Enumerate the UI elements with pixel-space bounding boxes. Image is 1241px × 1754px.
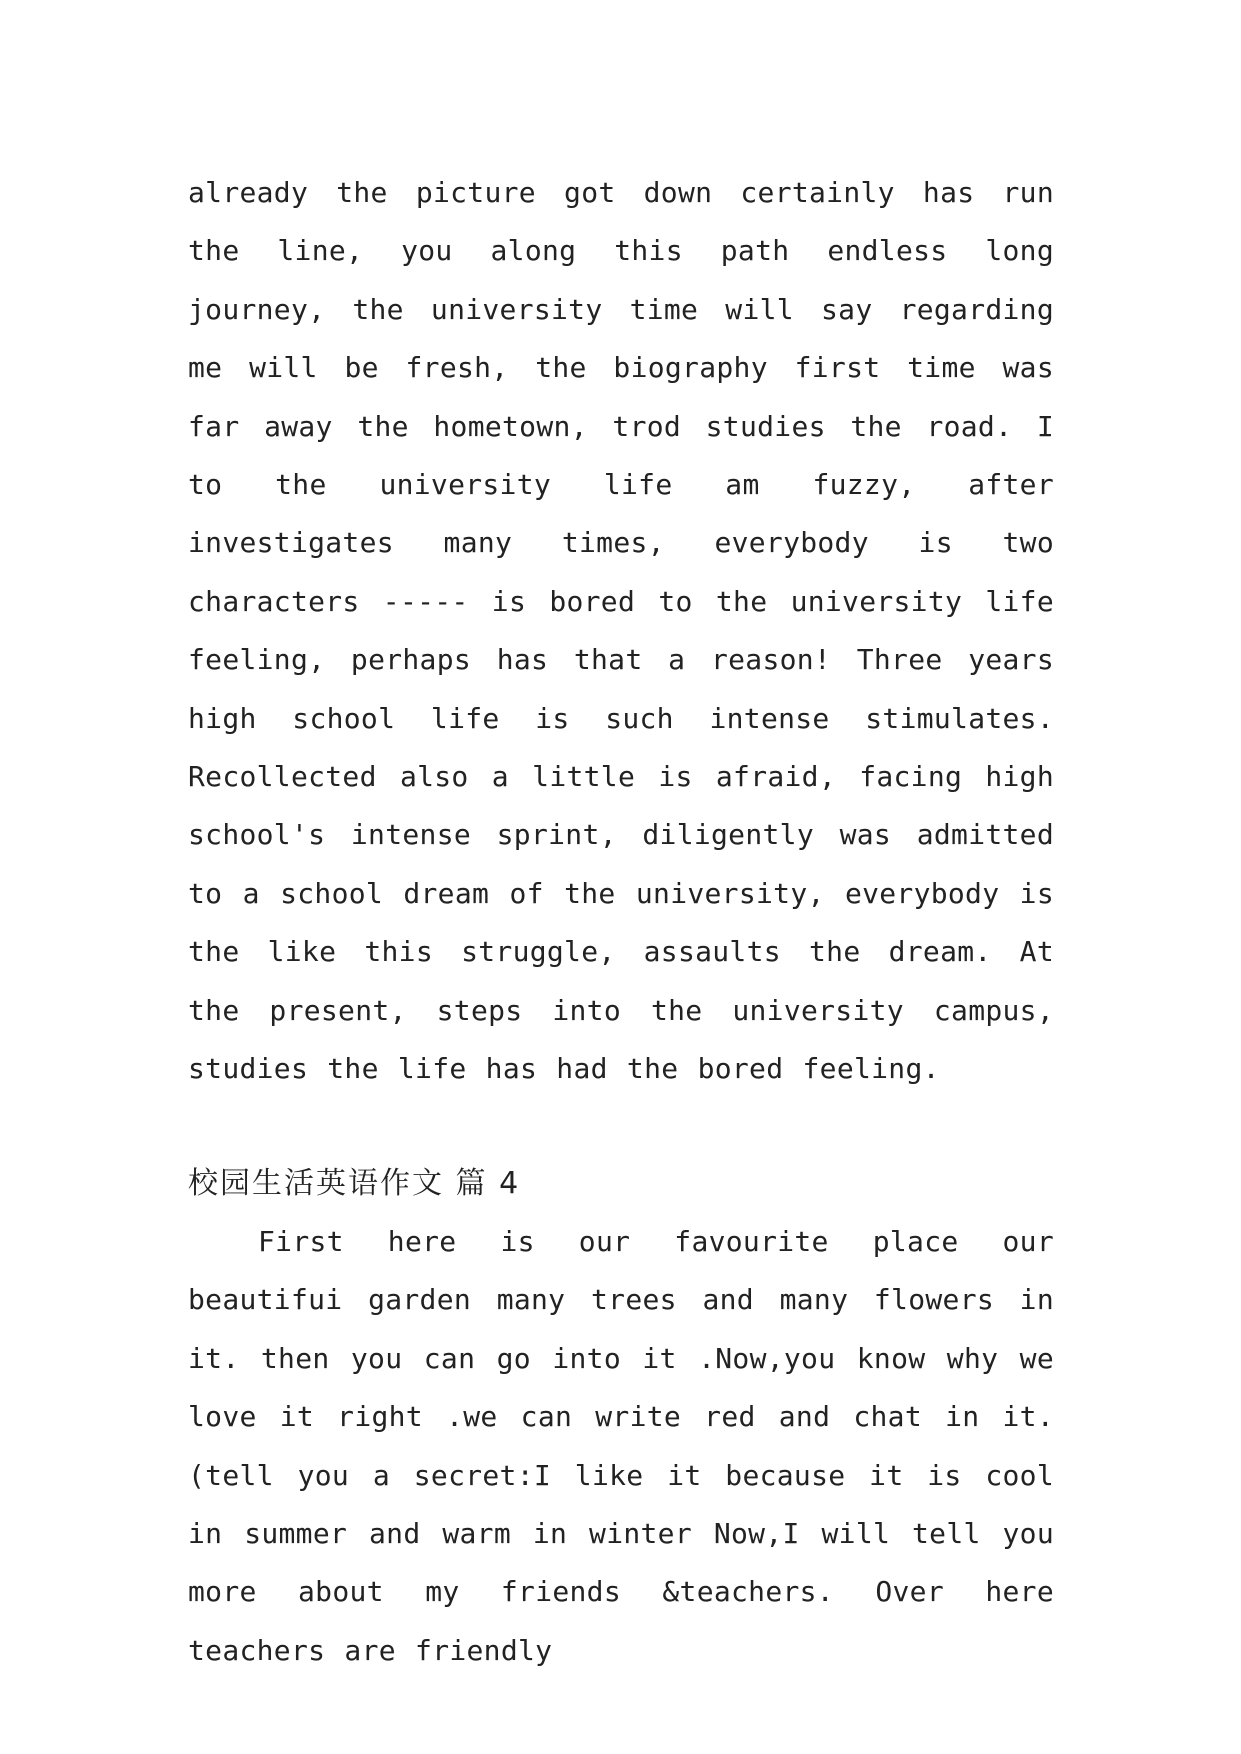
essay-paragraph-4: First here is our favourite place our beautifui garden many trees and many flowers in it. then you can go into it .Now,you know why we love it right .we can write red and chat in it.(tell you a secret:I like it because it is cool in summer and warm in winter Now,I will tell you more about my friends &teachers. Over here teachers are friendly [188,1224,1054,1667]
essay-paragraph-continued: already the picture got down certainly has run the line, you along this path endless long journey, the university time will say regarding me will be fresh, the biography first time was far away the hometown, trod studies the road. I to the university life am fuzzy, after investigates many times, everybody is two characters ----- is bored to the university life feeling, perhaps has that a reason! Three years high school life is such intense stimulates. Recollected also a little is afraid, facing high school's intense sprint, diligently was admitted to a school dream of the university, everybody is the like this struggle, assaults the dream. At the present, steps into the university campus, studies the life has had the bored feeling. [188,176,1054,1086]
document-body [188,164,1054,1680]
section-heading: 校园生活英语作文 篇 4 [188,1165,521,1201]
